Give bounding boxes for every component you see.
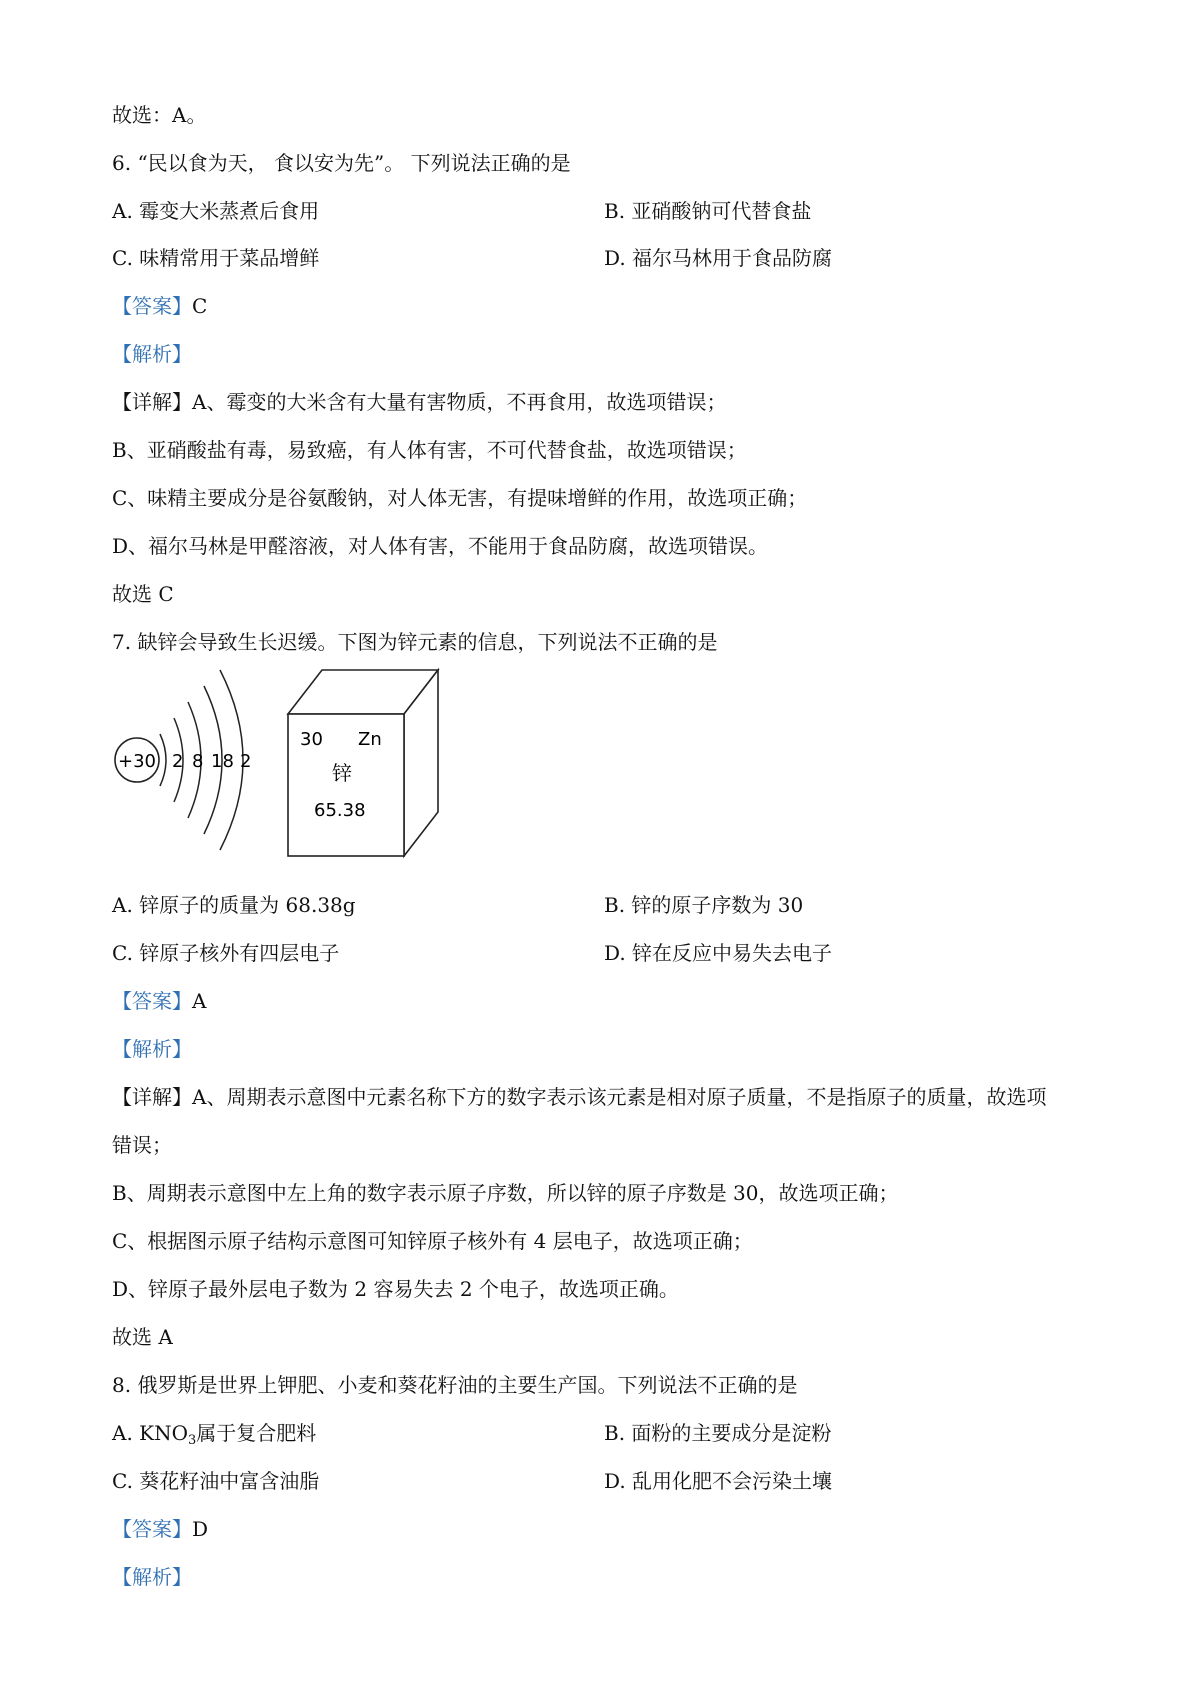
detail-line: 错误； — [112, 1133, 172, 1157]
atom-structure-diagram — [115, 670, 251, 850]
option-c: C. 锌原子核外有四层电子 — [112, 941, 340, 965]
selection: 故选 C — [112, 582, 174, 606]
text-line: 故选：A。 — [112, 103, 207, 127]
answer-tag: 【答案】 — [112, 294, 192, 318]
answer-value: D — [192, 1517, 209, 1541]
answer-tag: 【答案】 — [112, 989, 192, 1013]
element-symbol: Zn — [358, 729, 382, 750]
selection: 故选 A — [112, 1325, 173, 1349]
answer-value: C — [192, 294, 208, 318]
element-cube — [288, 670, 438, 856]
option-d: D. 乱用化肥不会污染土壤 — [604, 1469, 833, 1493]
option-d: D. 福尔马林用于食品防腐 — [604, 246, 833, 270]
answer — [112, 1517, 208, 1541]
detail — [112, 390, 726, 414]
shell-4-electrons: 2 — [240, 751, 252, 772]
element-name: 锌 — [332, 761, 352, 785]
detail-line: B、周期表示意图中左上角的数字表示原子序数，所以锌的原子序数是 30，故选项正确； — [112, 1181, 899, 1205]
detail-text: A、周期表示意图中元素名称下方的数字表示该元素是相对原子质量，不是指原子的质量，故选项 — [192, 1085, 1047, 1109]
answer — [112, 989, 206, 1013]
detail-line: C、根据图示原子结构示意图可知锌原子核外有 4 层电子，故选项正确； — [112, 1229, 753, 1253]
detail-tag: 【详解】 — [112, 1085, 192, 1109]
analysis-tag: 【解析】 — [112, 1565, 192, 1589]
detail-tag: 【详解】 — [112, 390, 192, 414]
atomic-number: 30 — [300, 729, 323, 750]
answer-tag: 【答案】 — [112, 1517, 192, 1541]
answer-value: A — [192, 989, 207, 1013]
answer — [112, 294, 207, 318]
option-a: A. 锌原子的质量为 68.38g — [112, 893, 356, 917]
zinc-figure — [100, 662, 460, 862]
shell-1-electrons: 2 — [172, 751, 184, 772]
option-a — [112, 1421, 316, 1453]
detail-line: C、味精主要成分是谷氨酸钠，对人体无害，有提味增鲜的作用，故选项正确； — [112, 486, 808, 510]
detail-line: D、福尔马林是甲醛溶液，对人体有害，不能用于食品防腐，故选项错误。 — [112, 534, 769, 558]
question-8: 8. 俄罗斯是世界上钾肥、小麦和葵花籽油的主要生产国。下列说法不正确的是 — [112, 1373, 798, 1397]
analysis-tag: 【解析】 — [112, 1037, 192, 1061]
nucleus-charge: +30 — [118, 751, 156, 772]
subscript: 3 — [188, 1433, 197, 1448]
question-6: 6. “民以食为天， 食以安为先”。 下列说法正确的是 — [112, 151, 571, 175]
detail-text: A、霉变的大米含有大量有害物质，不再食用，故选项错误； — [192, 390, 727, 414]
option-a-text: 属于复合肥料 — [196, 1421, 317, 1445]
analysis-tag: 【解析】 — [112, 342, 192, 366]
option-b: B. 亚硝酸钠可代替食盐 — [604, 199, 812, 223]
option-c: C. 葵花籽油中富含油脂 — [112, 1469, 320, 1493]
option-b: B. 面粉的主要成分是淀粉 — [604, 1421, 832, 1445]
option-a-prefix: A. KNO — [112, 1421, 188, 1445]
shell-2-electrons: 8 — [192, 751, 204, 772]
option-b: B. 锌的原子序数为 30 — [604, 893, 804, 917]
detail — [112, 1085, 1046, 1109]
detail-line: D、锌原子最外层电子数为 2 容易失去 2 个电子，故选项正确。 — [112, 1277, 679, 1301]
question-7: 7. 缺锌会导致生长迟缓。下图为锌元素的信息，下列说法不正确的是 — [112, 630, 718, 654]
option-c: C. 味精常用于菜品增鲜 — [112, 246, 320, 270]
option-a: A. 霉变大米蒸煮后食用 — [112, 199, 320, 223]
shell-3-electrons: 18 — [211, 751, 234, 772]
option-d: D. 锌在反应中易失去电子 — [604, 941, 833, 965]
atomic-mass: 65.38 — [314, 800, 366, 821]
detail-line: B、亚硝酸盐有毒，易致癌，有人体有害，不可代替食盐，故选项错误； — [112, 438, 747, 462]
